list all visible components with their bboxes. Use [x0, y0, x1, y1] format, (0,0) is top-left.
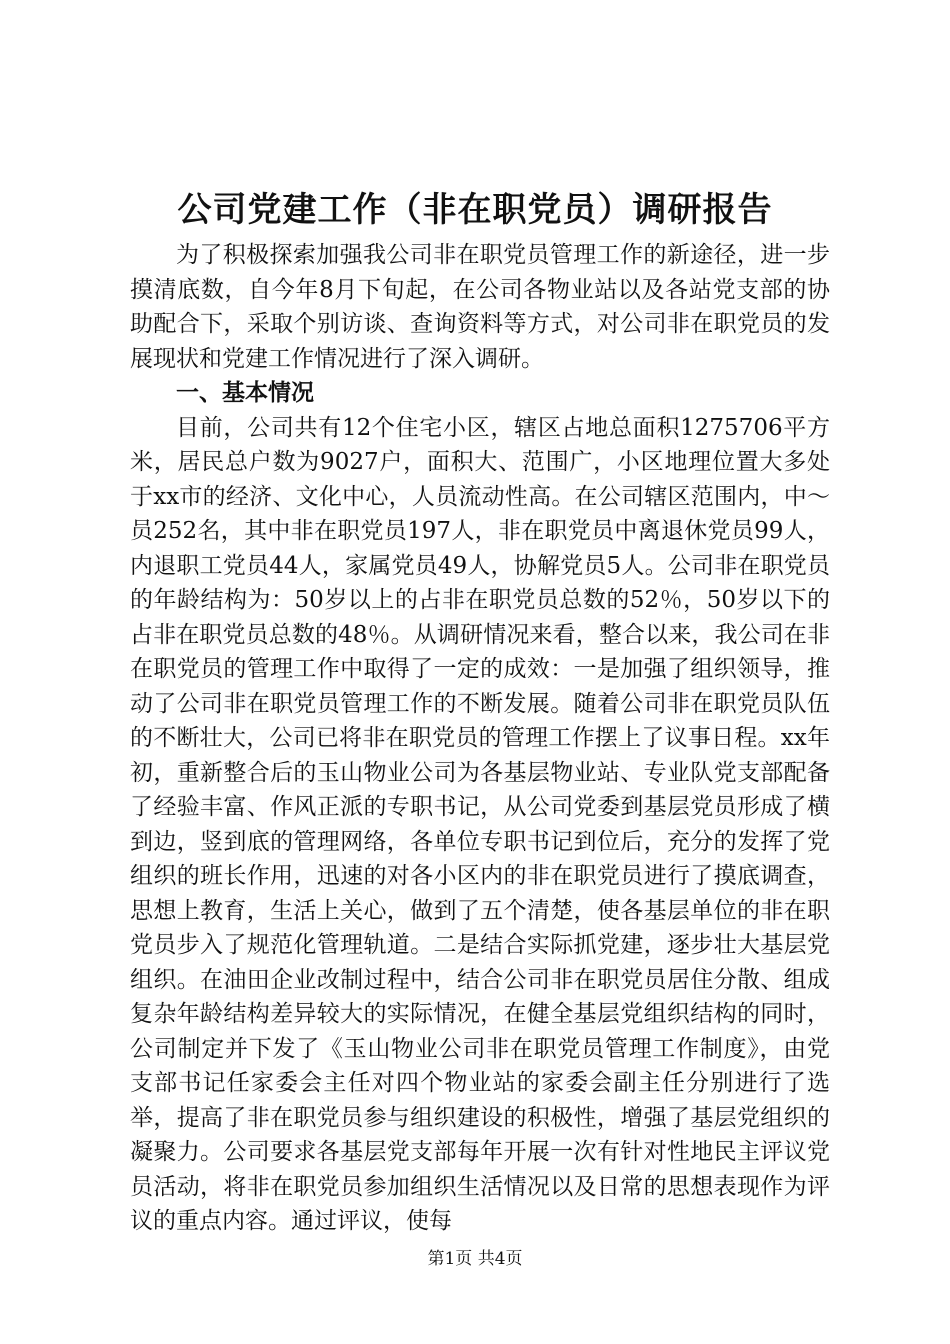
page-number-footer: 第1页 共4页 [427, 1249, 523, 1269]
document-title: 公司党建工作（非在职党员）调研报告 [177, 190, 773, 230]
section-heading-basic-situation: 一、基本情况 [176, 379, 314, 406]
document-body [130, 238, 830, 1239]
intro-paragraph: 为了积极探索加强我公司非在职党员管理工作的新途径，进一步摸清底数，自今年8月下旬起，在公司各物业站以及各站党支部的协助配合下，采取个别访谈、查询资料等方式，对公司非在职党员的发展现状和党建工作情况进行了深入调研。 [130, 242, 830, 372]
section-paragraph-basic-situation: 目前，公司共有12个住宅小区，辖区占地总面积1275706平方米，居民总户数为9027户，面积大、范围广，小区地理位置大多处于xx市的经济、文化中心，人员流动性高。在公司辖区范围内，中～员252名，其中非在职党员197人，非在职党员中离退休党员99人，内退职工党员44人，家属党员49人，协解党员5人。公司非在职党员的年龄结构为：50岁以上的占非在职党员总数的52％，50岁以下的占非在职党员总数的48％。从调研情况来看，整合以来，我公司在非在职党员的管理工作中取得了一定的成效：一是加强了组织领导，推动了公司非在职党员管理工作的不断发展。随着公司非在职党员队伍的不断壮大，公司已将非在职党员的管理工作摆上了议事日程。xx年初，重新整合后的玉山物业公司为各基层物业站、专业队党支部配备了经验丰富、作风正派的专职书记，从公司党委到基层党员形成了横到边，竖到底的管理网络，各单位专职书记到位后，充分的发挥了党组织的班长作用，迅速的对各小区内的非在职党员进行了摸底调查，思想上教育，生活上关心，做到了五个清楚，使各基层单位的非在职党员步入了规范化管理轨道。二是结合实际抓党建，逐步壮大基层党组织。在油田企业改制过程中，结合公司非在职党员居住分散、组成复杂年龄结构差异较大的实际情况，在健全基层党组织结构的同时，公司制定并下发了《玉山物业公司非在职党员管理工作制度》，由党支部书记任家委会主任对四个物业站的家委会副主任分别进行了选举，提高了非在职党员参与组织建设的积极性，增强了基层党组织的凝聚力。公司要求各基层党支部每年开展一次有针对性地民主评议党员活动，将非在职党员参加组织生活情况以及日常的思想表现作为评议的重点内容。通过评议，使每 [130, 414, 830, 1234]
